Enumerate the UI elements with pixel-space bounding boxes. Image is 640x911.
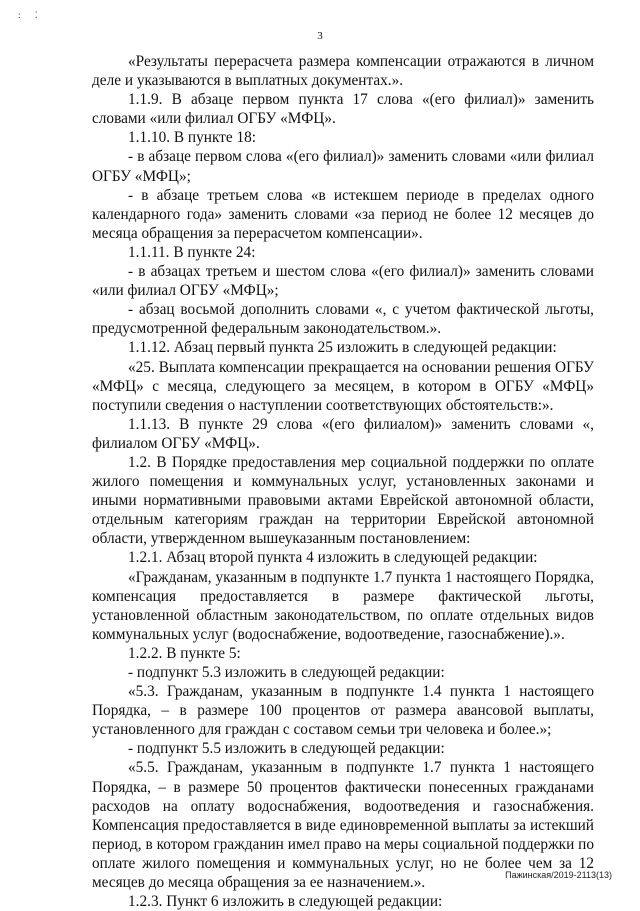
document-body — [92, 52, 594, 911]
paragraph: 1.2.1. Абзац второй пункта 4 изложить в следующей редакции: — [128, 549, 538, 567]
paragraph: - абзац восьмой дополнить словами «, с учетом фактической льготы, предусмотренной федеральным законодательством.». — [92, 301, 594, 338]
document-footer-code: Пажинская/2019-2113(13) — [505, 870, 612, 880]
paragraph: «25. Выплата компенсации прекращается на основании решения ОГБУ «МФЦ» с месяца, следующего за месяцем, в котором в ОГБУ «МФЦ» поступили сведения о наступлении соответствующих обстоятельств:». — [92, 358, 594, 414]
paragraph: 1.2.2. В пункте 5: — [128, 644, 241, 662]
paragraph: «5.3. Гражданам, указанным в подпункте 1.4 пункта 1 настоящего Порядка, – в размере 100 процентов от размера авансовой выплаты, установленного для граждан с составом семьи три человека и более.»; — [92, 683, 594, 739]
paragraph: 1.1.13. В пункте 29 слова «(его филиалом)» заменить словами «, филиалом ОГБУ «МФЦ». — [92, 415, 594, 452]
paragraph: 1.1.10. В пункте 18: — [128, 129, 257, 147]
paragraph: 1.1.11. В пункте 24: — [128, 243, 256, 261]
paragraph: 1.2.3. Пункт 6 изложить в следующей редакции: — [128, 893, 443, 911]
paragraph: 1.1.12. Абзац первый пункта 25 изложить в следующей редакции: — [128, 339, 557, 357]
paragraph: - подпункт 5.3 изложить в следующей редакции: — [128, 664, 445, 681]
paragraph: - в абзаце первом слова «(его филиал)» заменить словами «или филиал ОГБУ «МФЦ»; — [92, 148, 594, 185]
paragraph: «Гражданам, указанным в подпункте 1.7 пункта 1 настоящего Порядка, компенсация предоставляется в размере фактической льготы, установленной областным законодательством, по оплате отдельных видов коммунальных услуг (водоснабжение, водоотведение, газоснабжение).». — [92, 568, 594, 643]
paragraph: «5.5. Гражданам, указанным в подпункте 1.7 пункта 1 настоящего Порядка, – в размере 50 процентов фактически понесенных гражданами расходов на оплату водоснабжения, водоотведения и газоснабжения. Компенсация предоставляется в виде единовременной выплаты за истекший период, в котором гражданин имел право на меры социальной поддержки по оплате жилого помещения и коммунальных услуг, но не более чем за 12 месяцев до месяца обращения за ее назначением.». — [92, 759, 594, 892]
page-number: 3 — [317, 30, 323, 42]
paragraph: 1.2. В Порядке предоставления мер социальной поддержки по оплате жилого помещения и коммунальных услуг, установленных законами и иными нормативными правовыми актами Еврейской автономной области, отдельным категориям граждан на территории Еврейской автономной области, утвержденном вышеуказанным постановлением: — [92, 453, 594, 548]
paragraph: - в абзацах третьем и шестом слова «(его филиал)» заменить словами «или филиал ОГБУ «МФЦ»; — [92, 263, 594, 300]
paragraph: 1.1.9. В абзаце первом пункта 17 слова «(его филиал)» заменить словами «или филиал ОГБУ «МФЦ». — [92, 91, 594, 128]
scan-marks: : ⁚ — [18, 10, 44, 20]
paragraph: - подпункт 5.5 изложить в следующей редакции: — [128, 740, 445, 758]
paragraph: «Результаты перерасчета размера компенсации отражаются в личном деле и указываются в выплатных документах.». — [92, 53, 594, 90]
paragraph: - в абзаце третьем слова «в истекшем периоде в пределах одного календарного года» заменить словами «за период не более 12 месяцев до месяца обращения за перерасчетом компенсации». — [92, 186, 594, 242]
